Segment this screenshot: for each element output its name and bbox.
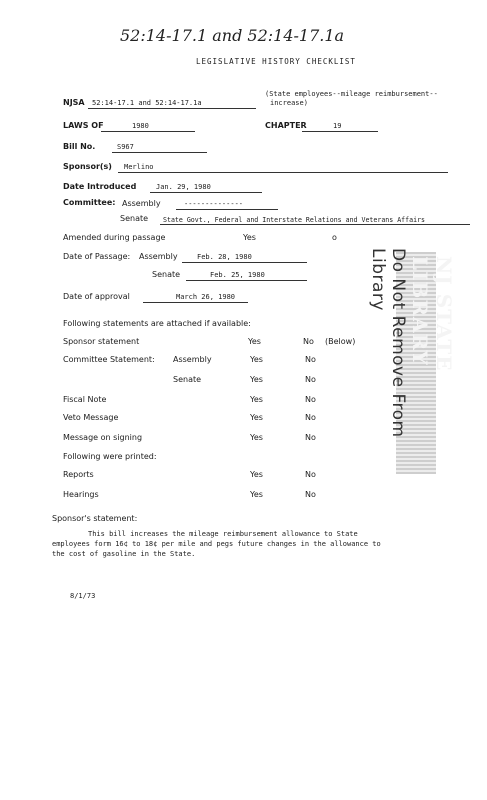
committee-senate-label: Senate (120, 214, 149, 223)
laws-of-value: 1980 (132, 122, 149, 130)
committee-assembly-value: -------------- (184, 200, 244, 208)
statements-heading: Following statements are attached if available: (63, 319, 251, 328)
statement-sponsor-yes: Yes (248, 337, 261, 346)
printed-hearings-yes: Yes (250, 490, 263, 499)
printed-heading: Following were printed: (63, 452, 157, 461)
bill-no-line (112, 152, 207, 153)
njsa-value: 52:14-17.1 and 52:14-17.1a (92, 99, 202, 107)
statement-committee-senate-yes: Yes (250, 375, 263, 384)
chapter-line (302, 131, 378, 132)
statement-fiscal-no: No (305, 395, 316, 404)
statement-signing-no: No (305, 433, 316, 442)
page-title: LEGISLATIVE HISTORY CHECKLIST (196, 57, 356, 66)
library-stamp-block-text: NJ STATE LIBRARY (408, 256, 456, 372)
committee-label: Committee: (63, 198, 116, 207)
statement-fiscal-yes: Yes (250, 395, 263, 404)
sponsors-label: Sponsor(s) (63, 162, 112, 171)
date-introduced-line (150, 192, 262, 193)
statement-sponsor-note: (Below) (325, 337, 356, 346)
printed-hearings-label: Hearings (63, 490, 99, 499)
sponsor-statement-heading: Sponsor's statement: (52, 514, 138, 523)
sponsor-statement-text: This bill increases the mileage reimbursement allowance to State employees form 16¢ to 18¢ per mile and pegs future changes in the allowance to the cost of gasoline in the State. (52, 530, 381, 558)
laws-of-line (101, 131, 195, 132)
sponsors-line (118, 172, 448, 173)
passage-assembly-label: Assembly (139, 252, 178, 261)
statement-committee-senate-no: No (305, 375, 316, 384)
amended-label: Amended during passage (63, 233, 166, 242)
statement-signing-yes: Yes (250, 433, 263, 442)
laws-of-label: LAWS OF (63, 121, 104, 130)
passage-assembly-value: Feb. 28, 1980 (197, 253, 252, 261)
date-of-approval-label: Date of approval (63, 292, 130, 301)
bill-no-value: S967 (117, 143, 134, 151)
date-of-passage-label: Date of Passage: (63, 252, 131, 261)
statement-committee-assembly-yes: Yes (250, 355, 263, 364)
handwritten-header: 52:14-17.1 and 52:14-17.1a (120, 26, 345, 45)
statement-veto-label: Veto Message (63, 413, 119, 422)
statement-committee-label: Committee Statement: (63, 355, 155, 364)
passage-assembly-line (182, 262, 307, 263)
amended-yes: Yes (243, 233, 256, 242)
njsa-description-2: increase) (270, 99, 308, 107)
printed-reports-yes: Yes (250, 470, 263, 479)
date-of-approval-value: March 26, 1980 (176, 293, 236, 301)
committee-assembly-label: Assembly (122, 199, 161, 208)
passage-senate-label: Senate (152, 270, 181, 279)
library-stamp (368, 248, 456, 478)
chapter-value: 19 (333, 122, 342, 130)
amended-no: o (332, 233, 337, 242)
printed-reports-no: No (305, 470, 316, 479)
footer-code: 8/1/73 (70, 592, 96, 600)
statement-fiscal-label: Fiscal Note (63, 395, 107, 404)
passage-senate-line (186, 280, 307, 281)
passage-senate-value: Feb. 25, 1980 (210, 271, 265, 279)
statement-sponsor-no: No (303, 337, 314, 346)
date-introduced-label: Date Introduced (63, 182, 137, 191)
chapter-label: CHAPTER (265, 121, 307, 130)
statement-committee-assembly: Assembly (173, 355, 212, 364)
statement-signing-label: Message on signing (63, 433, 143, 442)
committee-senate-value: State Govt., Federal and Interstate Relations and Veterans Affairs (163, 216, 426, 224)
committee-senate-line (160, 224, 470, 225)
printed-reports-label: Reports (63, 470, 94, 479)
statement-veto-yes: Yes (250, 413, 263, 422)
printed-hearings-no: No (305, 490, 316, 499)
njsa-line (88, 108, 256, 109)
committee-assembly-line (176, 209, 278, 210)
statement-committee-assembly-no: No (305, 355, 316, 364)
njsa-label: NJSA (63, 98, 85, 107)
date-introduced-value: Jan. 29, 1980 (156, 183, 211, 191)
statement-committee-senate: Senate (173, 375, 202, 384)
statement-sponsor-label: Sponsor statement (63, 337, 140, 346)
library-stamp-text: Do Not Remove From Library (368, 248, 408, 438)
bill-no-label: Bill No. (63, 142, 96, 151)
date-of-approval-line (143, 302, 248, 303)
statement-veto-no: No (305, 413, 316, 422)
njsa-description-1: (State employees--mileage reimbursement-- (265, 90, 438, 98)
sponsors-value: Merlino (124, 163, 154, 171)
